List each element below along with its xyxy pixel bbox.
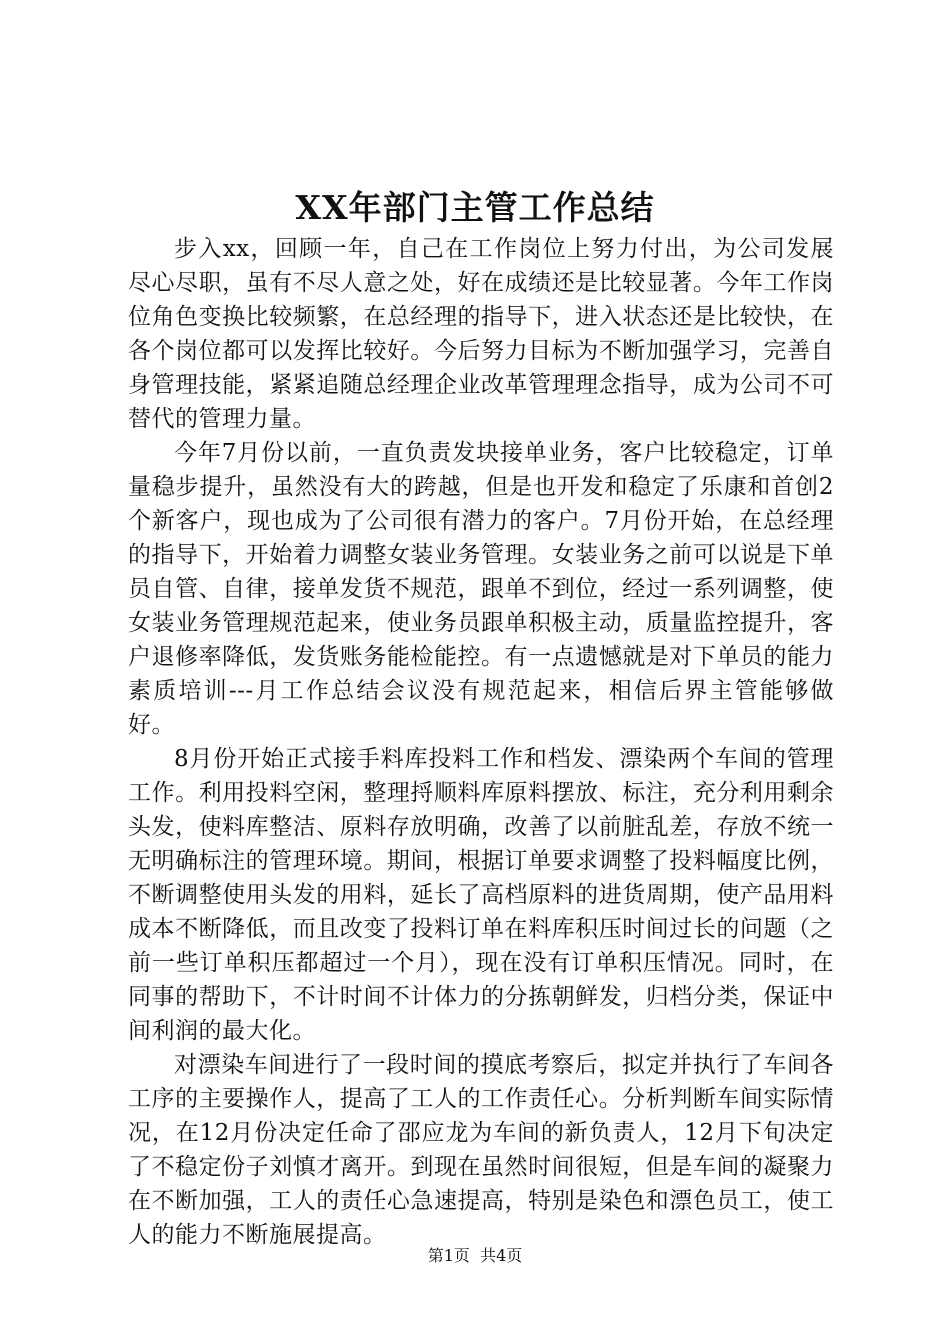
paragraph-2: 今年7月份以前，一直负责发块接单业务，客户比较稳定，订单量稳步提升，虽然没有大的跨越，但是也开发和稳定了乐康和首创2个新客户，现也成为了公司很有潜力的客户。7月份开始，在总经理的指导下，开始着力调整女装业务管理。女装业务之前可以说是下单员自管、自律，接单发货不规范，跟单不到位，经过一系列调整，使女装业务管理规范起来，使业务员跟单积极主动，质量监控提升，客户退修率降低，发货账务能检能控。有一点遗憾就是对下单员的能力素质培训---月工作总结会议没有规范起来，相信后界主管能够做好。 <box>128 440 834 738</box>
page-number: 第1页 共4页 <box>427 1246 523 1265</box>
document-title: XX年部门主管工作总结 <box>295 188 655 227</box>
page-footer <box>0 1244 950 1268</box>
document-body <box>128 232 834 1252</box>
paragraph-1: 步入xx，回顾一年，自己在工作岗位上努力付出，为公司发展尽心尽职，虽有不尽人意之处，好在成绩还是比较显著。今年工作岗位角色变换比较频繁，在总经理的指导下，进入状态还是比较快，在各个岗位都可以发挥比较好。今后努力目标为不断加强学习，完善自身管理技能，紧紧追随总经理企业改革管理理念指导，成为公司不可替代的管理力量。 <box>128 236 834 432</box>
paragraph-3: 8月份开始正式接手料库投料工作和档发、漂染两个车间的管理工作。利用投料空闲，整理捋顺料库原料摆放、标注，充分利用剩余头发，使料库整洁、原料存放明确，改善了以前脏乱差，存放不统一无明确标注的管理环境。期间，根据订单要求调整了投料幅度比例，不断调整使用头发的用料，延长了高档原料的进货周期，使产品用料成本不断降低，而且改变了投料订单在料库积压时间过长的问题（之前一些订单积压都超过一个月），现在没有订单积压情况。同时，在同事的帮助下，不计时间不计体力的分拣朝鲜发，归档分类，保证中间利润的最大化。 <box>128 746 834 1044</box>
paragraph-4: 对漂染车间进行了一段时间的摸底考察后，拟定并执行了车间各工序的主要操作人，提高了工人的工作责任心。分析判断车间实际情况，在12月份决定任命了邵应龙为车间的新负责人，12月下旬决定了不稳定份子刘慎才离开。到现在虽然时间很短，但是车间的凝聚力在不断加强，工人的责任心急速提高，特别是染色和漂色员工，使工人的能力不断施展提高。 <box>128 1052 834 1248</box>
